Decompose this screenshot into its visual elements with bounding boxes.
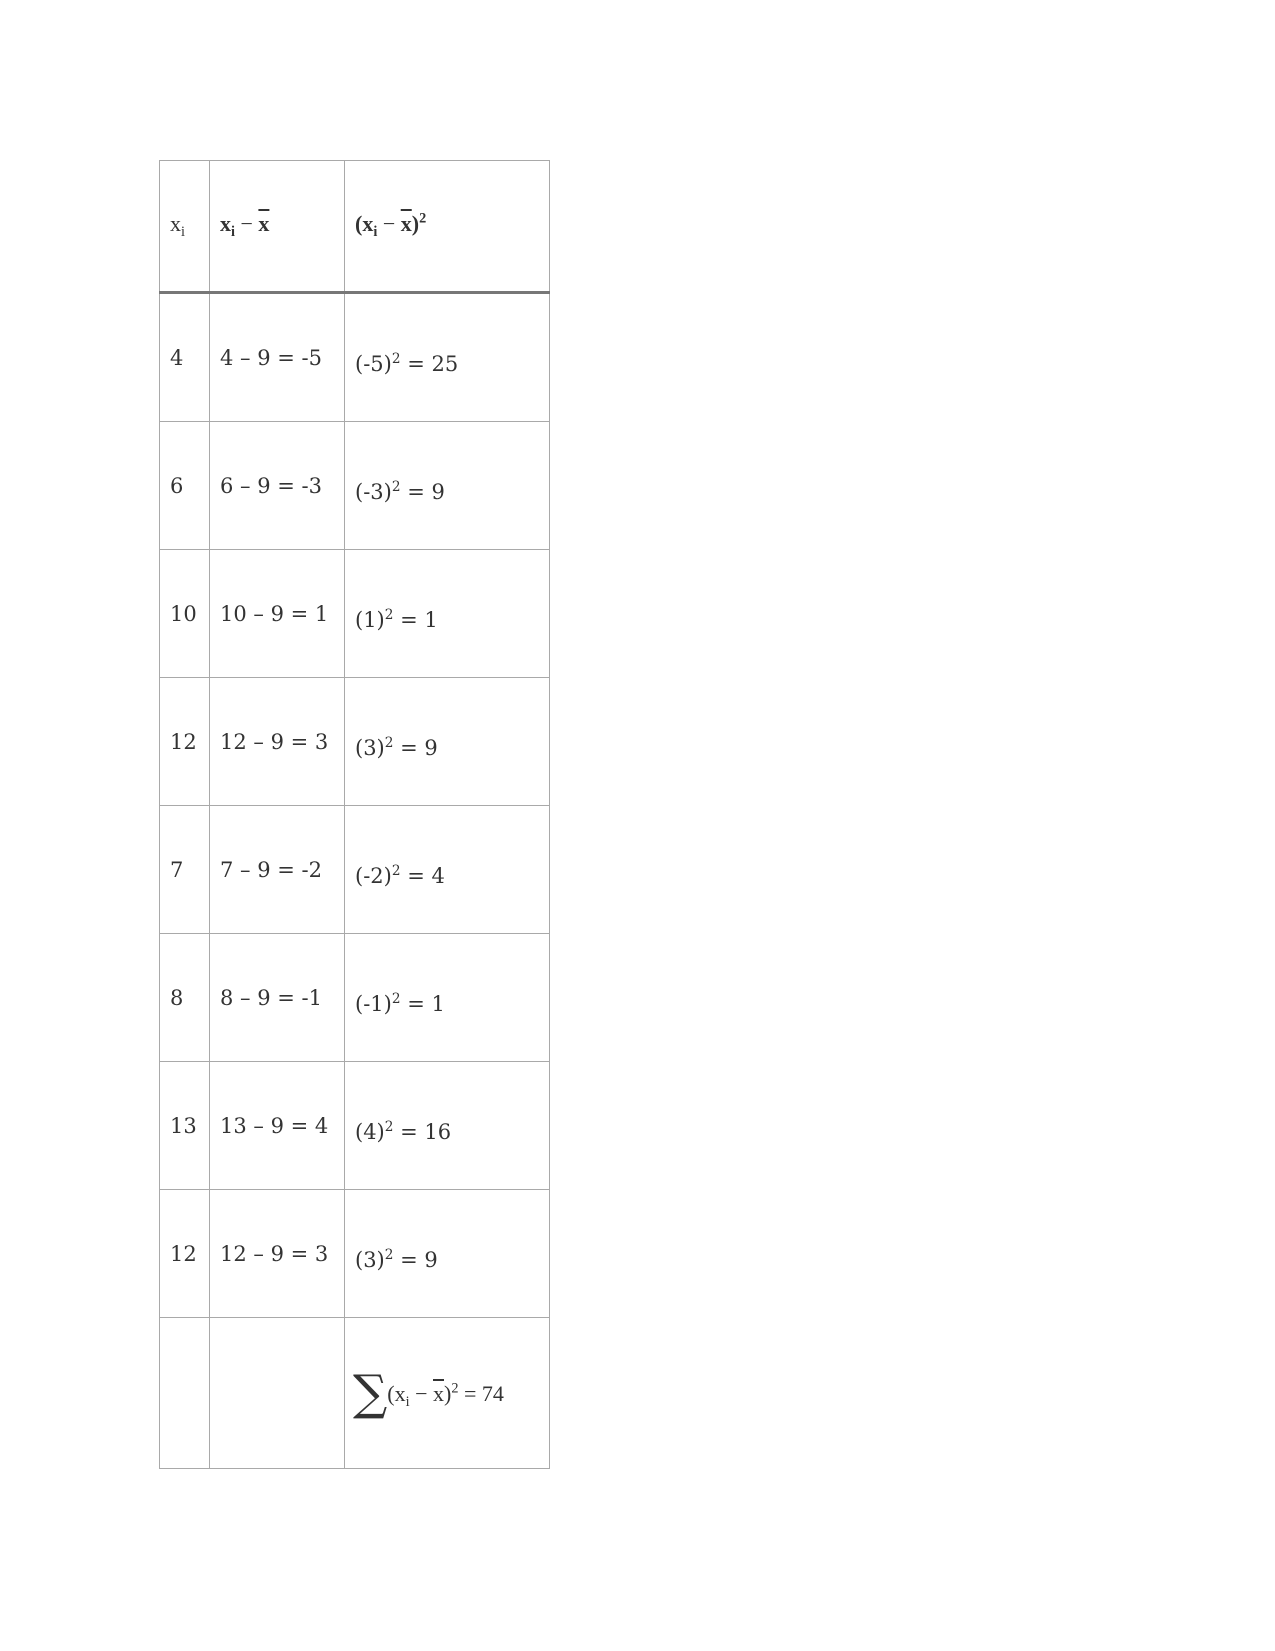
- squared-deviation-cell: $(3)^2 = 9$: [345, 1190, 550, 1318]
- sigma-symbol: ∑: [353, 1365, 388, 1421]
- squared-deviation-cell: $(-1)^2 = 1$: [345, 934, 550, 1062]
- xi-cell: 10: [160, 550, 210, 678]
- table-row: [160, 293, 550, 422]
- xi-cell: 4: [160, 293, 210, 422]
- table-row: [160, 1190, 550, 1318]
- deviation-cell: 12 – 9 = 3: [210, 1190, 345, 1318]
- sum-empty-cell-1: [160, 1318, 210, 1469]
- deviation-cell: 6 – 9 = -3: [210, 422, 345, 550]
- xi-cell: 8: [160, 934, 210, 1062]
- squared-deviation-cell: $(-3)^2 = 9$: [345, 422, 550, 550]
- squared-deviation-cell: $(-2)^2 = 4$: [345, 806, 550, 934]
- deviation-cell: 12 – 9 = 3: [210, 678, 345, 806]
- deviation-table: [159, 160, 550, 1469]
- xi-cell: 7: [160, 806, 210, 934]
- squared-deviation-cell: $(1)^2 = 1$: [345, 550, 550, 678]
- deviation-cell: 10 – 9 = 1: [210, 550, 345, 678]
- table-row: [160, 1062, 550, 1190]
- table-header-row: [160, 161, 550, 293]
- header-xi: $x_i$: [160, 161, 210, 293]
- xi-cell: 12: [160, 1190, 210, 1318]
- header-deviation: $x_i - \overline{x}$: [210, 161, 345, 293]
- deviation-cell: 13 – 9 = 4: [210, 1062, 345, 1190]
- header-squared-deviation: $(x_i - \overline{x})^2$: [345, 161, 550, 293]
- deviation-cell: 8 – 9 = -1: [210, 934, 345, 1062]
- xi-cell: 13: [160, 1062, 210, 1190]
- sum-empty-cell-2: [210, 1318, 345, 1469]
- table-row: [160, 422, 550, 550]
- table-row: [160, 550, 550, 678]
- table-row: [160, 806, 550, 934]
- xi-cell: 6: [160, 422, 210, 550]
- sum-of-squares: $\sum(x_i - \overline{x})^2 = 74$: [345, 1318, 550, 1469]
- table-sum-row: [160, 1318, 550, 1469]
- squared-deviation-cell: $(4)^2 = 16$: [345, 1062, 550, 1190]
- table-body: [160, 293, 550, 1318]
- squared-deviation-cell: $(3)^2 = 9$: [345, 678, 550, 806]
- table-row: [160, 934, 550, 1062]
- squared-deviation-cell: $(-5)^2 = 25$: [345, 293, 550, 422]
- deviation-cell: 7 – 9 = -2: [210, 806, 345, 934]
- xi-cell: 12: [160, 678, 210, 806]
- table-row: [160, 678, 550, 806]
- deviation-cell: 4 – 9 = -5: [210, 293, 345, 422]
